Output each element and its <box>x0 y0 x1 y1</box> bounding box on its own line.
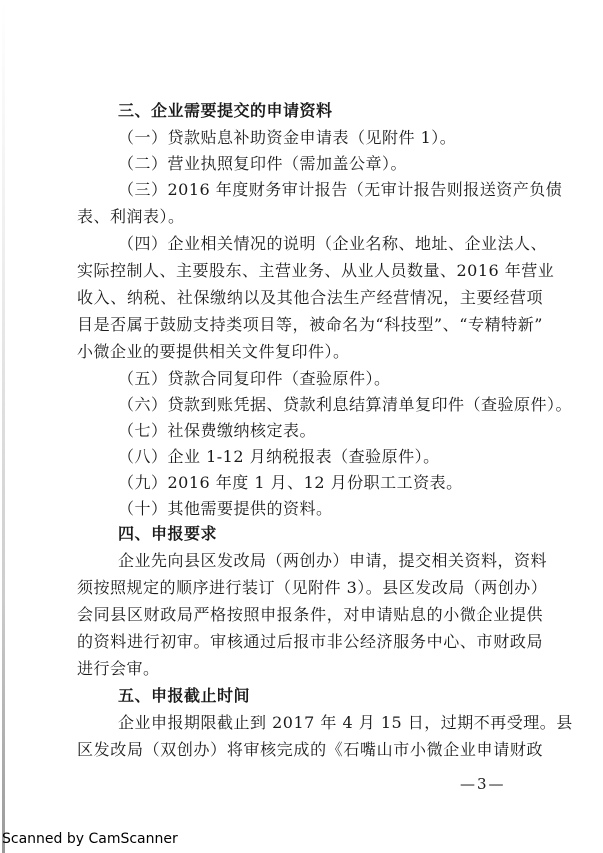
text-line: （十）其他需要提供的资料。 <box>118 499 333 518</box>
section-heading: 五、申报截止时间 <box>118 686 251 705</box>
text-line: 企业先向县区发改局（两创办）申请，提交相关资料，资料 <box>118 551 548 570</box>
text-line: 表、利润表）。 <box>77 207 185 226</box>
text-line: （二）营业执照复印件（需加盖公章）。 <box>118 154 408 173</box>
text-line: （六）贷款到账凭据、贷款利息结算清单复印件（查验原件）。 <box>118 395 573 414</box>
scanner-watermark: Scanned by CamScanner <box>2 831 178 847</box>
text-line: （五）贷款合同复印件（查验原件）。 <box>118 369 391 388</box>
text-line: （九）2016 年度 1 月、12 月份职工工资表。 <box>118 473 463 492</box>
text-line: 企业申报期限截止到 2017 年 4 月 15 日，过期不再受理。县 <box>118 713 573 732</box>
text-line: （四）企业相关情况的说明（企业名称、地址、企业法人、 <box>118 234 548 253</box>
text-line: （三）2016 年度财务审计报告（无审计报告则报送资产负债 <box>118 180 563 199</box>
text-line: 的资料进行初审。审核通过后报市非公经济服务中心、市财政局 <box>77 632 543 651</box>
text-line: （一）贷款贴息补助资金申请表（见附件 1）。 <box>118 128 457 147</box>
text-line: （七）社保费缴纳核定表。 <box>118 421 317 440</box>
text-line: （八）企业 1-12 月纳税报表（查验原件）。 <box>118 447 440 466</box>
page-number: —3— <box>460 775 506 793</box>
text-line: 实际控制人、主要股东、主营业务、从业人员数量、2016 年营业 <box>77 261 555 280</box>
text-line: 须按照规定的顺序进行装订（见附件 3）。县区发改局（两创办） <box>77 578 548 597</box>
scan-edge-shadow <box>2 0 5 853</box>
section-heading: 三、企业需要提交的申请资料 <box>118 101 333 120</box>
text-line: 会同县区财政局严格按照申报条件，对申请贴息的小微企业提供 <box>77 605 543 624</box>
text-line: 收入、纳税、社保缴纳以及其他合法生产经营情况，主要经营项 <box>77 288 543 307</box>
section-heading: 四、申报要求 <box>118 524 218 543</box>
text-line: 区发改局（双创办）将审核完成的《石嘴山市小微企业申请财政 <box>77 740 543 759</box>
text-line: 目是否属于鼓励支持类项目等，被命名为“科技型”、“专精特新” <box>77 315 543 334</box>
text-line: 小微企业的要提供相关文件复印件）。 <box>77 342 350 361</box>
text-line: 进行会审。 <box>77 659 160 678</box>
